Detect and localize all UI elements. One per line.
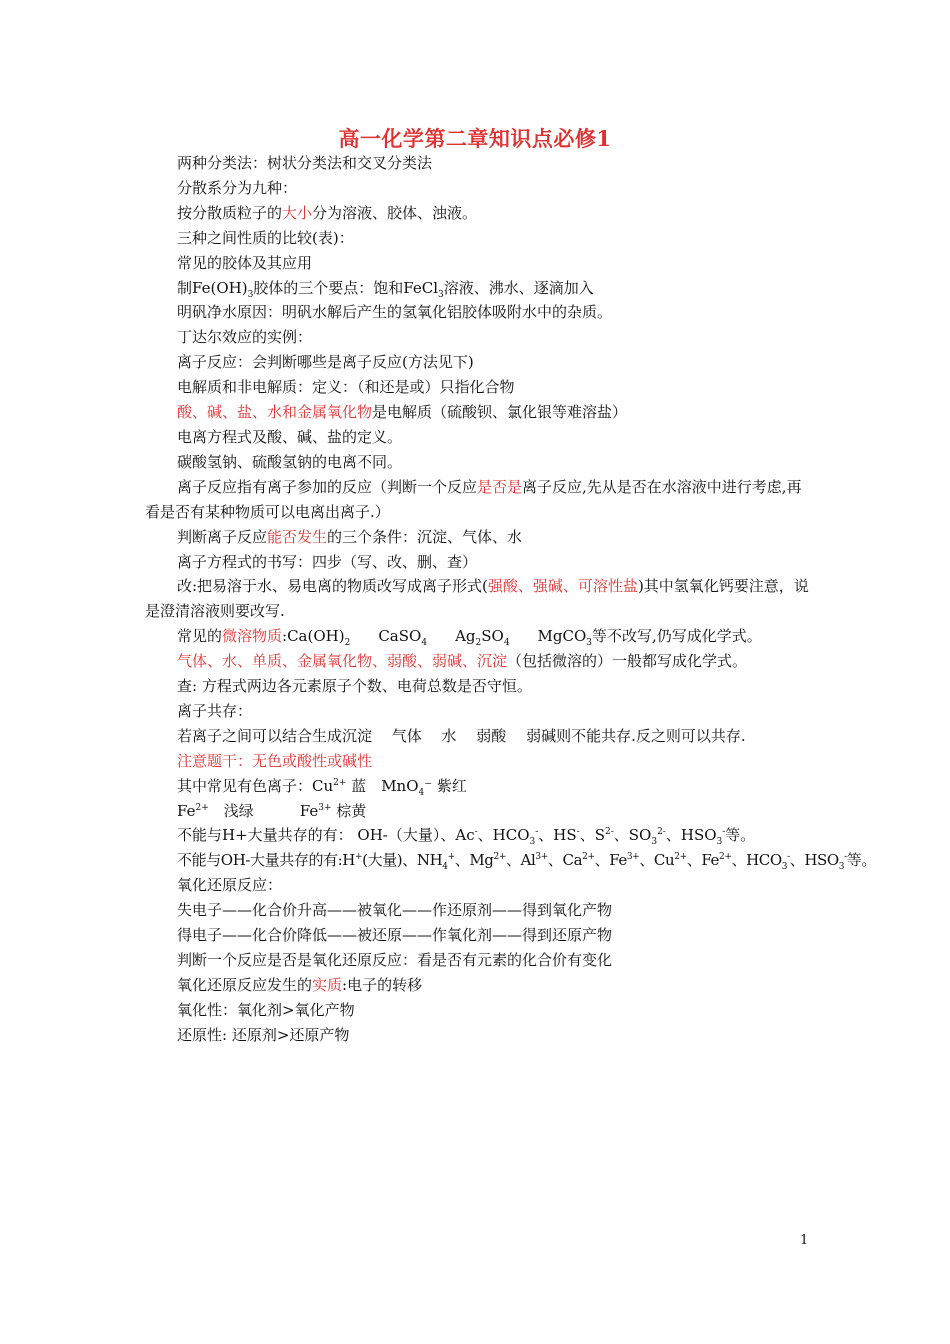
paragraph-colored-ions: 其中常见有色离子：$Cu^{2+}$ 蓝 MnO$_4$⁻ 紫红 xyxy=(177,776,467,798)
paragraph-bicarbonate: 碳酸氢钠、硫酸氢钠的电离不同。 xyxy=(177,452,403,471)
highlight-text: 实质 xyxy=(312,975,343,994)
paragraph-colloid-uses: 常见的胶体及其应用 xyxy=(177,253,313,272)
highlight-text: 酸、碱、盐、水和金属氧化物 xyxy=(177,403,373,422)
paragraph-oxidizing-power: 氧化性：氧化剂>氧化产物 xyxy=(177,1000,355,1019)
paragraph-ionic-reaction: 离子反应：会判断哪些是离子反应(方法见下) xyxy=(177,353,474,372)
paragraph-chemical-formulas: 气体、水、单质、金属氧化物、弱酸、弱碱、沉淀（包括微溶的）一般都写成化学式。 xyxy=(177,652,748,671)
page-number: 1 xyxy=(800,1233,809,1248)
paragraph-oh-incompatible: 不能与OH-大量共存的有:H+(大量)、$NH_4^+$、$Mg^{2+}$、$Al^{3+}$、$Ca^{2+}$、$Fe^{3+}$、$Cu^{2+}$、$Fe^{2+}$、$HCO_3^-$、$HSO_3^-$等。 xyxy=(177,851,876,873)
highlight-text: 是否是 xyxy=(477,477,523,496)
paragraph-ion-coexistence: 离子共存： xyxy=(177,701,253,720)
paragraph-lose-electrons: 失电子——化合价升高——被氧化——作还原剂——得到氧化产物 xyxy=(177,901,613,920)
paragraph-comparison: 三种之间性质的比较(表)： xyxy=(177,228,354,247)
highlight-text: 大小 xyxy=(282,203,313,222)
document-body xyxy=(145,151,876,1048)
highlight-text: 微溶物质 xyxy=(222,627,283,646)
paragraph-electrolytes: 酸、碱、盐、水和金属氧化物是电解质（硫酸钡、氯化银等难溶盐） xyxy=(177,403,628,422)
paragraph-h-incompatible: 不能与H+大量共存的有： OH-（大量）、Ac-、$HCO_3^-$、HS-、$S^{2-}$、$SO_3^{2-}$、$HSO_3^-$等。 xyxy=(177,826,756,848)
highlight-text: 能否发生 xyxy=(267,527,328,546)
document-title: 高一化学第二章知识点必修1 xyxy=(338,126,612,151)
highlight-text: 注意题干：无色或酸性或碱性 xyxy=(177,751,373,770)
paragraph-ionic-reaction-definition: 离子反应指有离子参加的反应（判断一个反应是否是离子反应,先从是否在水溶液中进行考虑,再看是否有某种物质可以电离出离子.） xyxy=(145,477,802,521)
paragraph-equation-writing: 离子方程式的书写：四步（写、改、删、查） xyxy=(177,552,478,571)
paragraph-iron-ions: $Fe^{2+}$ 浅绿 $Fe^{3+}$ 棕黄 xyxy=(177,801,367,820)
paragraph-tyndall: 丁达尔效应的实例： xyxy=(177,328,313,347)
paragraph-redox-judgement: 判断一个反应是否是氧化还原反应：看是否有元素的化合价有变化 xyxy=(177,951,613,969)
paragraph-attention xyxy=(145,749,810,774)
paragraph-coexistence-rule: 若离子之间可以结合生成沉淀 气体 水 弱酸 弱碱则不能共存.反之则可以共存. xyxy=(177,726,746,745)
paragraph-check-step: 查: 方程式两边各元素原子个数、电荷总数是否守恒。 xyxy=(177,677,532,696)
paragraph-classification-methods: 两种分类法：树状分类法和交叉分类法 xyxy=(177,154,433,172)
paragraph-redox-essence: 氧化还原反应发生的实质:电子的转移 xyxy=(177,975,423,994)
highlight-text: 气体、水、单质、金属氧化物、弱酸、弱碱、沉淀 xyxy=(177,652,508,671)
paragraph-feoh3-colloid: 制$Fe(OH)_3$胶体的三个要点：饱和FeCl$_3$溶液、沸水、逐滴加入 xyxy=(177,278,594,300)
paragraph-dispersion-systems: 分散系分为九种： xyxy=(177,178,298,197)
paragraph-redox: 氧化还原反应： xyxy=(177,876,283,895)
paragraph-rewrite-rule: 改:把易溶于水、易电离的物质改写成离子形式(强酸、强碱、可溶性盐)其中氢氧化钙要注意，说是澄清溶液则要改写. xyxy=(145,577,809,621)
highlight-text: 强酸、强碱、可溶性盐 xyxy=(487,577,638,596)
paragraph-gain-electrons: 得电子——化合价降低——被还原——作氧化剂——得到还原产物 xyxy=(177,926,613,945)
paragraph-electrolyte-definition: 电解质和非电解质：定义：（和还是或）只指化合物 xyxy=(177,378,515,397)
paragraph-alum: 明矾净水原因：明矾水解后产生的氢氧化铝胶体吸附水中的杂质。 xyxy=(177,303,613,322)
paragraph-ionization-equations: 电离方程式及酸、碱、盐的定义。 xyxy=(177,427,403,446)
paragraph-reaction-conditions: 判断离子反应能否发生的三个条件：沉淀、气体、水 xyxy=(177,527,523,546)
paragraph-particle-size: 按分散质粒子的大小分为溶液、胶体、浊液。 xyxy=(177,203,478,222)
paragraph-slightly-soluble: 常见的微溶物质$:Ca(OH)_2$ CaSO$_4$ $Ag_2SO_4$ MgCO$_3$等不改写,仍写成化学式。 xyxy=(177,627,762,649)
paragraph-reducing-power: 还原性: 还原剂>还原产物 xyxy=(177,1025,350,1044)
